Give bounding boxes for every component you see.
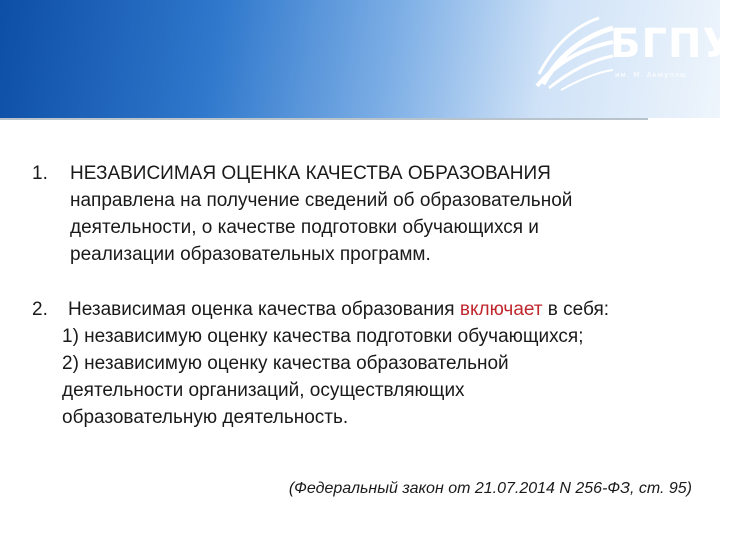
sub-line: деятельности организаций, осуществляющих bbox=[62, 380, 465, 401]
header-divider bbox=[0, 118, 648, 120]
highlight-word: включает bbox=[459, 299, 543, 320]
sub-line: 2) независимую оценку качества образовательной bbox=[62, 353, 509, 374]
sub-line: образовательную деятельность. bbox=[62, 407, 349, 428]
lead-text: Независимая оценка качества образования bbox=[68, 299, 460, 320]
list-item-1 bbox=[32, 160, 702, 268]
item-number: 1. bbox=[32, 163, 48, 184]
law-citation: (Федеральный закон от 21.07.2014 N 256-ФЗ, ст. 95) bbox=[288, 480, 692, 497]
item-number: 2. bbox=[32, 299, 48, 320]
sub-line: 1) независимую оценку качества подготовки обучающихся; bbox=[62, 326, 584, 347]
item-body bbox=[70, 187, 702, 268]
main-content bbox=[32, 160, 702, 431]
university-logo bbox=[535, 14, 734, 92]
body-line: реализации образовательных программ. bbox=[70, 244, 431, 265]
item-lead bbox=[68, 296, 702, 323]
logo-subtitle: им. М. Акмуллы bbox=[615, 71, 687, 79]
wave-emblem-icon bbox=[535, 14, 615, 92]
logo-text: БГПУ bbox=[610, 21, 734, 67]
lead-text-end: в себя: bbox=[542, 299, 610, 320]
item-heading: НЕЗАВИСИМАЯ ОЦЕНКА КАЧЕСТВА ОБРАЗОВАНИЯ bbox=[70, 163, 551, 184]
body-line: деятельности, о качестве подготовки обучающихся и bbox=[70, 217, 539, 238]
item-sublist bbox=[62, 323, 702, 431]
body-line: направлена на получение сведений об образовательной bbox=[70, 190, 573, 211]
list-item-2 bbox=[32, 296, 702, 431]
